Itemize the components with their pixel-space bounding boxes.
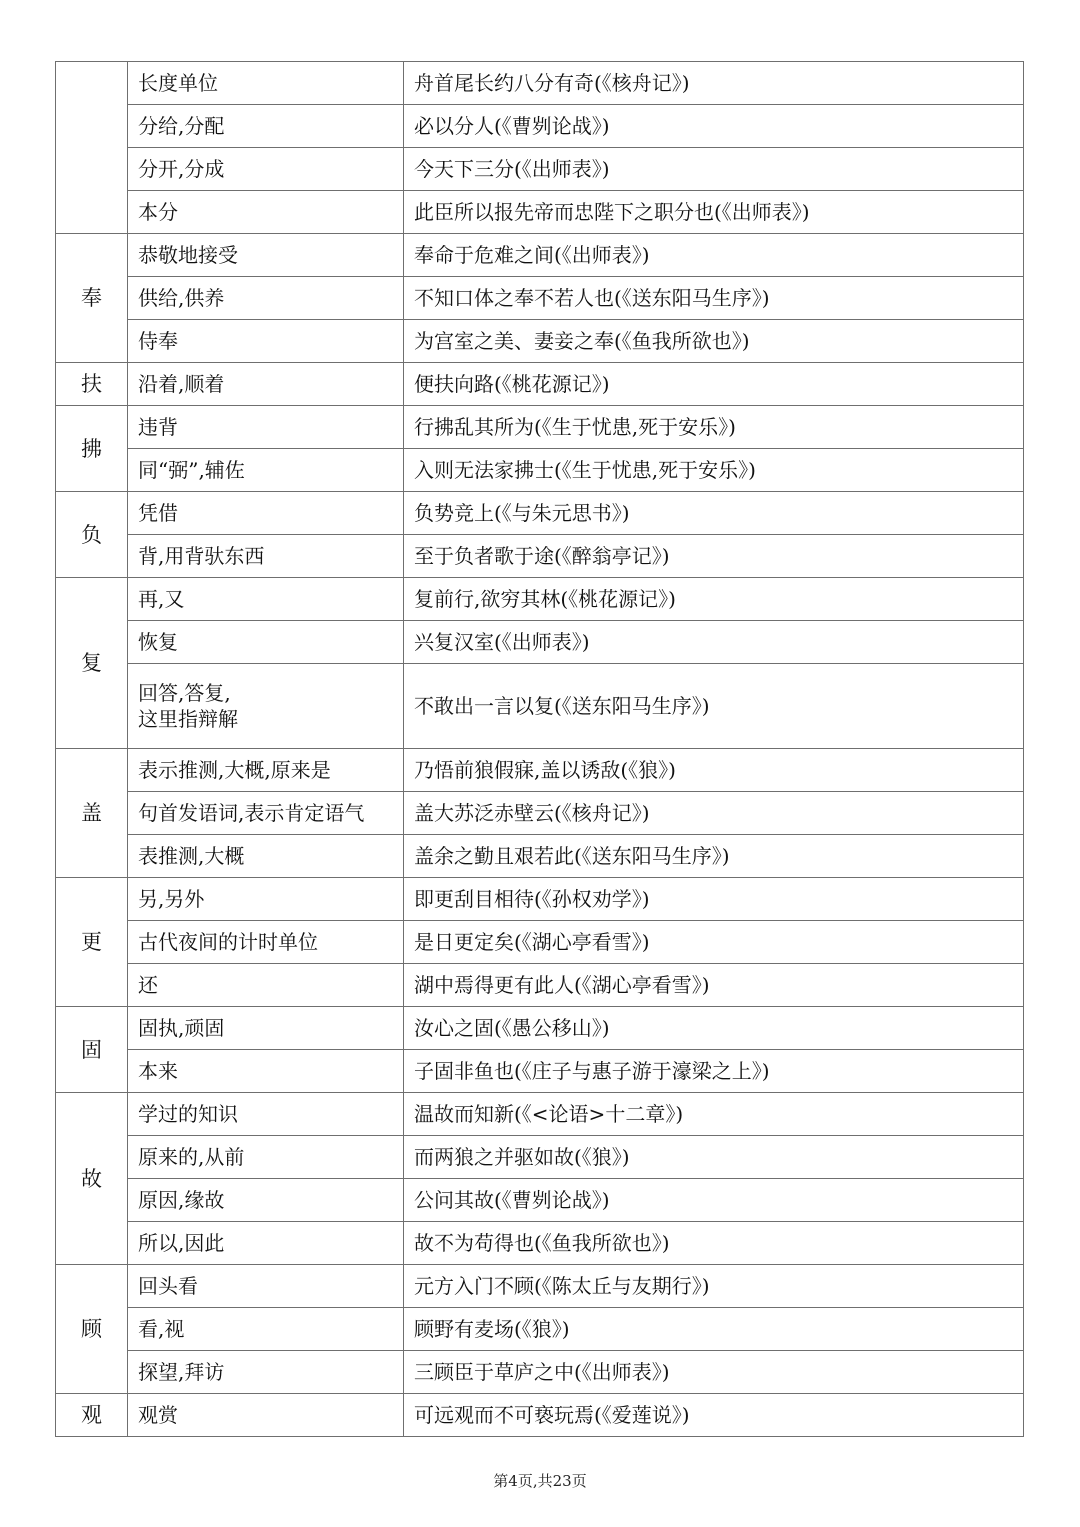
meaning-cell: 原因,缘故 <box>128 1179 404 1222</box>
table-row <box>56 1007 1024 1050</box>
example-cell: 不敢出一言以复(《送东阳马生序》) <box>404 664 1024 749</box>
headword-cell: 复 <box>56 578 128 749</box>
meaning-cell: 表示推测,大概,原来是 <box>128 749 404 792</box>
headword-cell: 固 <box>56 1007 128 1093</box>
meaning-cell: 探望,拜访 <box>128 1351 404 1394</box>
example-cell: 湖中焉得更有此人(《湖心亭看雪》) <box>404 964 1024 1007</box>
example-cell: 故不为苟得也(《鱼我所欲也》) <box>404 1222 1024 1265</box>
meaning-cell <box>128 664 404 749</box>
example-cell: 此臣所以报先帝而忠陛下之职分也(《出师表》) <box>404 191 1024 234</box>
table-row <box>56 105 1024 148</box>
meaning-cell: 回头看 <box>128 1265 404 1308</box>
example-cell: 至于负者歌于途(《醉翁亭记》) <box>404 535 1024 578</box>
headword-cell: 故 <box>56 1093 128 1265</box>
table-row <box>56 921 1024 964</box>
example-cell: 必以分人(《曹刿论战》) <box>404 105 1024 148</box>
meaning-cell: 另,另外 <box>128 878 404 921</box>
table-row <box>56 191 1024 234</box>
example-cell: 兴复汉室(《出师表》) <box>404 621 1024 664</box>
example-cell: 便扶向路(《桃花源记》) <box>404 363 1024 406</box>
table-row <box>56 1093 1024 1136</box>
table-row <box>56 792 1024 835</box>
example-cell: 今天下三分(《出师表》) <box>404 148 1024 191</box>
meaning-cell: 看,视 <box>128 1308 404 1351</box>
table-row <box>56 1308 1024 1351</box>
example-cell: 为宫室之美、妻妾之奉(《鱼我所欲也》) <box>404 320 1024 363</box>
meaning-cell: 沿着,顺着 <box>128 363 404 406</box>
table-row <box>56 1222 1024 1265</box>
meaning-line: 回答,答复, <box>138 681 231 705</box>
meaning-cell: 原来的,从前 <box>128 1136 404 1179</box>
vocabulary-table <box>55 61 1024 1437</box>
table-row <box>56 835 1024 878</box>
example-cell: 公问其故(《曹刿论战》) <box>404 1179 1024 1222</box>
headword-cell: 拂 <box>56 406 128 492</box>
table-row <box>56 578 1024 621</box>
example-cell: 盖余之勤且艰若此(《送东阳马生序》) <box>404 835 1024 878</box>
meaning-cell: 凭借 <box>128 492 404 535</box>
meaning-cell: 还 <box>128 964 404 1007</box>
headword-cell: 奉 <box>56 234 128 363</box>
table-row <box>56 1179 1024 1222</box>
example-cell: 可远观而不可亵玩焉(《爱莲说》) <box>404 1394 1024 1437</box>
meaning-cell: 所以,因此 <box>128 1222 404 1265</box>
table-row <box>56 277 1024 320</box>
meaning-cell: 侍奉 <box>128 320 404 363</box>
meaning-cell: 分开,分成 <box>128 148 404 191</box>
table-row <box>56 749 1024 792</box>
table-row <box>56 234 1024 277</box>
table-row <box>56 621 1024 664</box>
page-number: 第4页,共23页 <box>493 1472 587 1490</box>
table-row <box>56 1265 1024 1308</box>
meaning-cell: 分给,分配 <box>128 105 404 148</box>
table-row <box>56 148 1024 191</box>
table-row <box>56 449 1024 492</box>
headword-cell: 更 <box>56 878 128 1007</box>
example-cell: 入则无法家拂士(《生于忧患,死于安乐》) <box>404 449 1024 492</box>
meaning-cell: 长度单位 <box>128 62 404 105</box>
example-cell: 负势竞上(《与朱元思书》) <box>404 492 1024 535</box>
meaning-cell: 恭敬地接受 <box>128 234 404 277</box>
example-cell: 奉命于危难之间(《出师表》) <box>404 234 1024 277</box>
table-row <box>56 964 1024 1007</box>
meaning-cell: 表推测,大概 <box>128 835 404 878</box>
example-cell: 盖大苏泛赤壁云(《核舟记》) <box>404 792 1024 835</box>
example-cell: 温故而知新(《<论语>十二章》) <box>404 1093 1024 1136</box>
example-cell: 舟首尾长约八分有奇(《核舟记》) <box>404 62 1024 105</box>
example-cell: 顾野有麦场(《狼》) <box>404 1308 1024 1351</box>
example-cell: 不知口体之奉不若人也(《送东阳马生序》) <box>404 277 1024 320</box>
example-cell: 乃悟前狼假寐,盖以诱敌(《狼》) <box>404 749 1024 792</box>
headword-cell <box>56 62 128 234</box>
table-row <box>56 62 1024 105</box>
meaning-cell: 古代夜间的计时单位 <box>128 921 404 964</box>
meaning-cell: 再,又 <box>128 578 404 621</box>
meaning-cell: 供给,供养 <box>128 277 404 320</box>
table-row <box>56 363 1024 406</box>
table-row <box>56 1136 1024 1179</box>
table-row <box>56 1050 1024 1093</box>
meaning-cell: 学过的知识 <box>128 1093 404 1136</box>
meaning-cell: 本分 <box>128 191 404 234</box>
meaning-cell: 本来 <box>128 1050 404 1093</box>
meaning-cell: 同“弼”,辅佐 <box>128 449 404 492</box>
table-row <box>56 1351 1024 1394</box>
table-row <box>56 878 1024 921</box>
headword-cell: 观 <box>56 1394 128 1437</box>
table-row <box>56 1394 1024 1437</box>
table-row <box>56 406 1024 449</box>
headword-cell: 盖 <box>56 749 128 878</box>
example-cell: 子固非鱼也(《庄子与惠子游于濠梁之上》) <box>404 1050 1024 1093</box>
meaning-cell: 固执,顽固 <box>128 1007 404 1050</box>
table-row <box>56 492 1024 535</box>
table-row <box>56 320 1024 363</box>
example-cell: 汝心之固(《愚公移山》) <box>404 1007 1024 1050</box>
example-cell: 行拂乱其所为(《生于忧患,死于安乐》) <box>404 406 1024 449</box>
headword-cell: 顾 <box>56 1265 128 1394</box>
meaning-line: 这里指辩解 <box>138 707 238 731</box>
meaning-cell: 观赏 <box>128 1394 404 1437</box>
table-row <box>56 664 1024 749</box>
example-cell: 元方入门不顾(《陈太丘与友期行》) <box>404 1265 1024 1308</box>
headword-cell: 扶 <box>56 363 128 406</box>
example-cell: 而两狼之并驱如故(《狼》) <box>404 1136 1024 1179</box>
example-cell: 即更刮目相待(《孙权劝学》) <box>404 878 1024 921</box>
meaning-cell: 背,用背驮东西 <box>128 535 404 578</box>
example-cell: 三顾臣于草庐之中(《出师表》) <box>404 1351 1024 1394</box>
meaning-cell: 违背 <box>128 406 404 449</box>
vocabulary-table-body <box>56 62 1024 1437</box>
example-cell: 复前行,欲穷其林(《桃花源记》) <box>404 578 1024 621</box>
meaning-cell: 恢复 <box>128 621 404 664</box>
example-cell: 是日更定矣(《湖心亭看雪》) <box>404 921 1024 964</box>
meaning-cell: 句首发语词,表示肯定语气 <box>128 792 404 835</box>
headword-cell: 负 <box>56 492 128 578</box>
table-row <box>56 535 1024 578</box>
